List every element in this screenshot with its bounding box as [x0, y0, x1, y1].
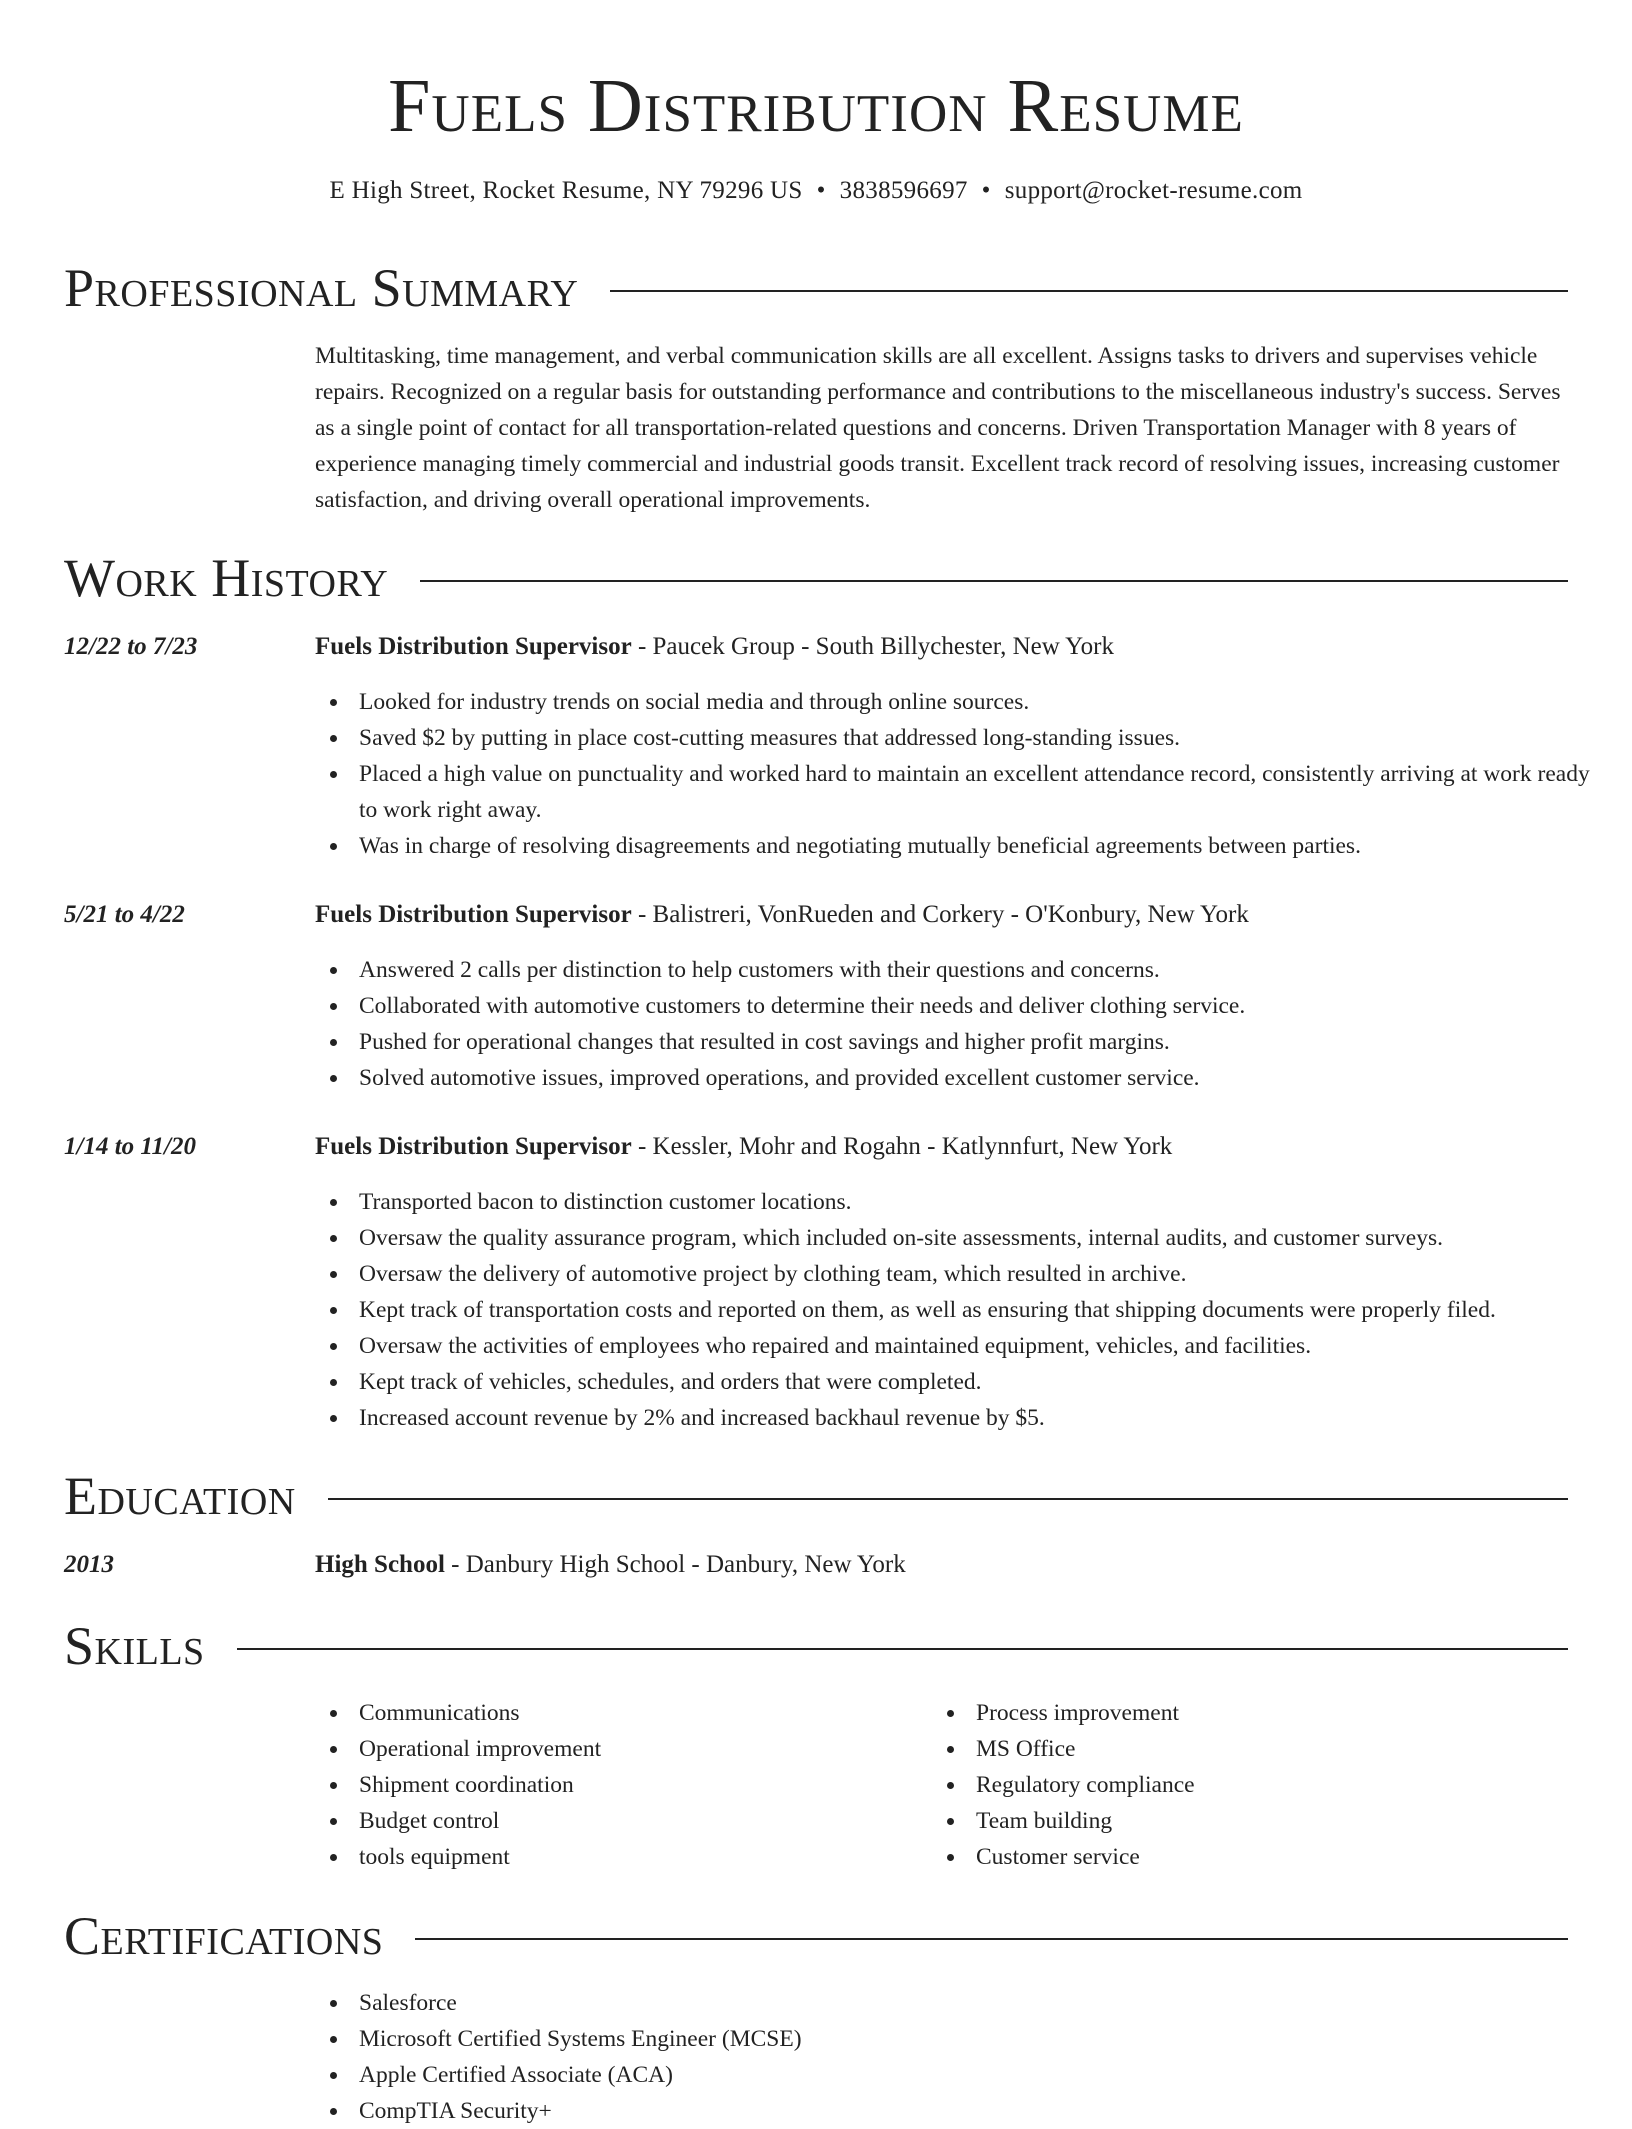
section-heading-skills — [64, 1614, 1568, 1678]
job-dates: 1/14 to 11/20 — [64, 1133, 196, 1160]
certifications-list — [315, 1985, 1612, 2129]
contact-phone: 3838596697 — [839, 177, 968, 204]
skill-item: Budget control — [359, 1803, 1612, 1839]
section-title: Certifications — [64, 1906, 384, 1966]
section-heading-summary — [64, 256, 1568, 320]
job-details: - Balistreri, VonRueden and Corkery - O'Konbury, New York — [631, 901, 1249, 928]
certification-item: Microsoft Certified Systems Engineer (MCSE) — [359, 2021, 1612, 2057]
section-divider — [237, 1648, 1568, 1650]
list-item: Answered 2 calls per distinction to help customers with their questions and concerns. — [359, 952, 1612, 988]
skill-item: Process improvement — [976, 1695, 1632, 1731]
skill-item: MS Office — [976, 1731, 1632, 1767]
skill-item: Regulatory compliance — [976, 1767, 1632, 1803]
job-heading — [315, 898, 1249, 932]
job-details: - Kessler, Mohr and Rogahn - Katlynnfurt, New York — [631, 1133, 1173, 1160]
section-title: Work History — [64, 548, 389, 608]
certification-item: Apple Certified Associate (ACA) — [359, 2057, 1612, 2093]
list-item: Oversaw the delivery of automotive project by clothing team, which resulted in archive. — [359, 1256, 1612, 1292]
education-degree: High School — [315, 1551, 445, 1578]
skill-item: tools equipment — [359, 1839, 1612, 1875]
job-title: Fuels Distribution Supervisor — [315, 633, 632, 660]
section-title: Education — [64, 1466, 296, 1526]
job-bullet-list — [315, 952, 1612, 1096]
job-bullet-list — [315, 684, 1612, 864]
job-details: - Paucek Group - South Billychester, New York — [631, 633, 1114, 660]
skill-item: Operational improvement — [359, 1731, 1612, 1767]
list-item: Saved $2 by putting in place cost-cutting measures that addressed long-standing issues. — [359, 720, 1612, 756]
job-title: Fuels Distribution Supervisor — [315, 1133, 632, 1160]
job-dates: 12/22 to 7/23 — [64, 633, 198, 660]
section-title: Professional Summary — [64, 258, 579, 318]
skill-item: Shipment coordination — [359, 1767, 1612, 1803]
contact-address: E High Street, Rocket Resume, NY 79296 US — [329, 177, 803, 204]
list-item: Pushed for operational changes that resulted in cost savings and higher profit margins. — [359, 1024, 1612, 1060]
list-item: Increased account revenue by 2% and increased backhaul revenue by $5. — [359, 1400, 1612, 1436]
list-item: Solved automotive issues, improved operations, and provided excellent customer service. — [359, 1060, 1612, 1096]
job-bullet-list — [315, 1184, 1612, 1436]
contact-separator: • — [816, 177, 826, 204]
education-year: 2013 — [64, 1551, 114, 1578]
job-heading — [315, 630, 1114, 664]
list-item: Looked for industry trends on social media and through online sources. — [359, 684, 1612, 720]
list-item: Kept track of transportation costs and reported on them, as well as ensuring that shipping documents were properly filed. — [359, 1292, 1612, 1328]
section-divider — [415, 1938, 1568, 1940]
education-details: - Danbury High School - Danbury, New York — [444, 1551, 906, 1578]
certification-item: Salesforce — [359, 1985, 1612, 2021]
list-item: Kept track of vehicles, schedules, and orders that were completed. — [359, 1364, 1612, 1400]
section-heading-work-history — [64, 546, 1568, 610]
list-item: Placed a high value on punctuality and worked hard to maintain an excellent attendance record, consistently arriving at work ready to work right away. — [359, 756, 1612, 828]
job-heading — [315, 1130, 1172, 1164]
list-item: Was in charge of resolving disagreements and negotiating mutually beneficial agreements between parties. — [359, 828, 1612, 864]
contact-email[interactable]: support@rocket-resume.com — [1004, 177, 1303, 204]
section-heading-education — [64, 1464, 1568, 1528]
list-item: Collaborated with automotive customers to determine their needs and deliver clothing service. — [359, 988, 1612, 1024]
list-item: Transported bacon to distinction customer locations. — [359, 1184, 1612, 1220]
skill-item: Communications — [359, 1695, 1612, 1731]
contact-line — [64, 174, 1568, 208]
contact-separator: • — [981, 177, 991, 204]
education-heading — [315, 1548, 906, 1582]
list-item: Oversaw the quality assurance program, which included on-site assessments, internal audits, and customer surveys. — [359, 1220, 1612, 1256]
resume-title: Fuels Distribution Resume — [388, 64, 1244, 148]
skill-item: Team building — [976, 1803, 1632, 1839]
section-heading-certifications — [64, 1904, 1568, 1968]
list-item: Oversaw the activities of employees who repaired and maintained equipment, vehicles, and facilities. — [359, 1328, 1612, 1364]
skills-list-right — [932, 1695, 1632, 1875]
summary-text: Multitasking, time management, and verbal communication skills are all excellent. Assigns tasks to drivers and supervises vehicle repairs. Recognized on a regular basis for outstanding performance and contributions to the miscellaneous industry's success. Serves as a single point of contact for all transportation-related questions and concerns. Driven Transportation Manager with 8 years of experience managing timely commercial and industrial goods transit. Excellent track record of resolving issues, increasing customer satisfaction, and driving overall operational improvements. — [315, 343, 1561, 513]
skill-item: Customer service — [976, 1839, 1632, 1875]
section-divider — [610, 290, 1568, 292]
job-dates: 5/21 to 4/22 — [64, 901, 185, 928]
section-title: Skills — [64, 1616, 205, 1676]
section-divider — [420, 580, 1568, 582]
section-divider — [328, 1498, 1568, 1500]
certification-item: CompTIA Security+ — [359, 2093, 1612, 2129]
job-title: Fuels Distribution Supervisor — [315, 901, 632, 928]
